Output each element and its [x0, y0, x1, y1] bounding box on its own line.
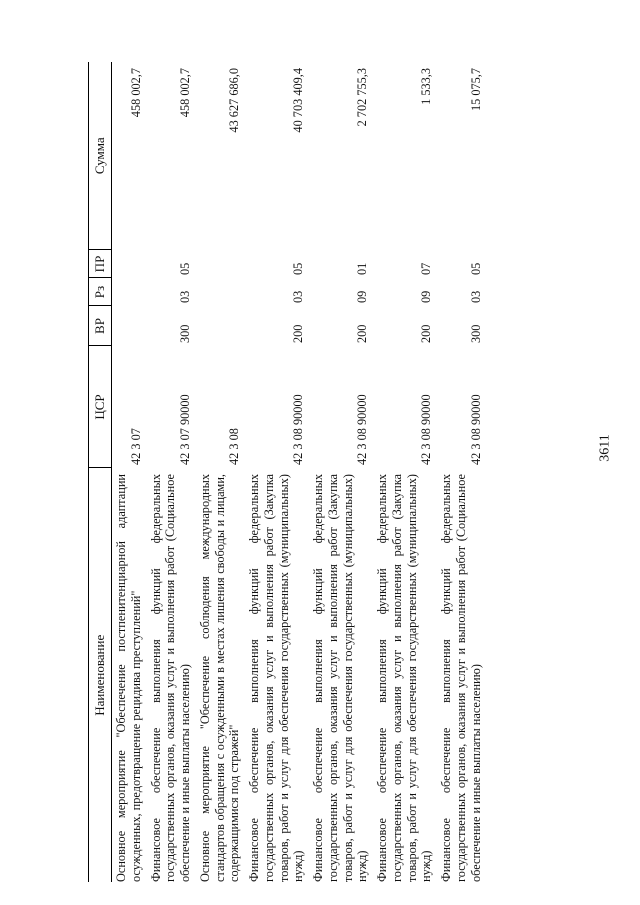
row-csr: 42 3 07 90000 [178, 394, 192, 465]
row-name: Финансовое обеспечение выполнения функций федеральных государственных органов, оказания услуг и выполнения работ (Социальное обеспечение и иные выплаты населению) [148, 474, 192, 882]
row-vr: 300 [178, 324, 192, 343]
row-rz: 03 [291, 290, 306, 303]
header-vr: ВР [89, 306, 112, 346]
header-sum: Сумма [89, 62, 112, 250]
row-csr: 42 3 08 90000 [355, 394, 370, 465]
row-vr: 200 [355, 324, 370, 343]
row-csr: 42 3 08 [227, 428, 242, 465]
row-sum: 2 702 755,3 [355, 68, 370, 127]
row-pr: 07 [419, 262, 434, 275]
row-sum: 15 075,7 [468, 68, 483, 112]
row-csr: 42 3 07 [128, 428, 143, 465]
row-rz: 03 [468, 290, 483, 303]
table-header-row [89, 62, 112, 882]
table-row [309, 62, 373, 882]
row-sum: 1 533,3 [419, 68, 434, 105]
table-row [196, 62, 245, 882]
row-vr [112, 306, 147, 346]
table-row [245, 62, 309, 882]
table-row [373, 62, 437, 882]
row-rz [112, 278, 147, 306]
page-number: 3611 [597, 434, 613, 462]
row-vr: 300 [468, 324, 483, 343]
header-rz: Рз [89, 278, 112, 306]
row-vr [196, 306, 245, 346]
row-name: Финансовое обеспечение выполнения функций федеральных государственных органов, оказания услуг и выполнения работ (Социальное обеспечение и иные выплаты населению) [439, 474, 483, 882]
budget-table [88, 62, 486, 882]
row-rz: 03 [178, 290, 192, 303]
table-row [112, 62, 147, 882]
row-sum: 458 002,7 [128, 68, 143, 118]
row-name: Основное мероприятие "Обеспечение постпенитенциарной адаптации осужденных, предотвращение рецидива преступлений" [114, 474, 143, 882]
table-row [437, 62, 486, 882]
row-rz: 09 [355, 290, 370, 303]
row-pr [112, 250, 147, 278]
row-pr: 01 [355, 262, 370, 275]
row-vr: 200 [419, 324, 434, 343]
header-name: Наименование [89, 468, 112, 882]
header-csr: ЦСР [89, 346, 112, 468]
row-pr: 05 [178, 262, 192, 275]
row-pr: 05 [468, 262, 483, 275]
row-rz: 09 [419, 290, 434, 303]
row-sum: 43 627 686,0 [227, 68, 242, 133]
row-rz [196, 278, 245, 306]
row-csr: 42 3 08 90000 [291, 394, 306, 465]
row-vr: 200 [291, 324, 306, 343]
header-pr: ПР [89, 250, 112, 278]
row-name: Основное мероприятие "Обеспечение соблюдения международных стандартов обращения с осужденными в местах лишения свободы и лицами, содержащимися под стражей" [197, 474, 242, 882]
row-name: Финансовое обеспечение выполнения функций федеральных государственных органов, оказания услуг и выполнения работ (Закупка товаров, работ и услуг для обеспечения государственных (муниципальных) нужд) [375, 474, 434, 882]
row-sum: 458 002,7 [178, 68, 192, 118]
row-csr: 42 3 08 90000 [468, 394, 483, 465]
row-pr [196, 250, 245, 278]
row-pr: 05 [291, 262, 306, 275]
table-row [147, 62, 196, 882]
row-sum: 40 703 409,4 [291, 68, 306, 133]
row-name: Финансовое обеспечение выполнения функций федеральных государственных органов, оказания услуг и выполнения работ (Закупка товаров, работ и услуг для обеспечения государственных (муниципальных) нужд) [311, 474, 370, 882]
row-name: Финансовое обеспечение выполнения функций федеральных государственных органов, оказания услуг и выполнения работ (Закупка товаров, работ и услуг для обеспечения государственных (муниципальных) нужд) [247, 474, 306, 882]
row-csr: 42 3 08 90000 [419, 394, 434, 465]
rotated-budget-table-area [88, 62, 618, 882]
